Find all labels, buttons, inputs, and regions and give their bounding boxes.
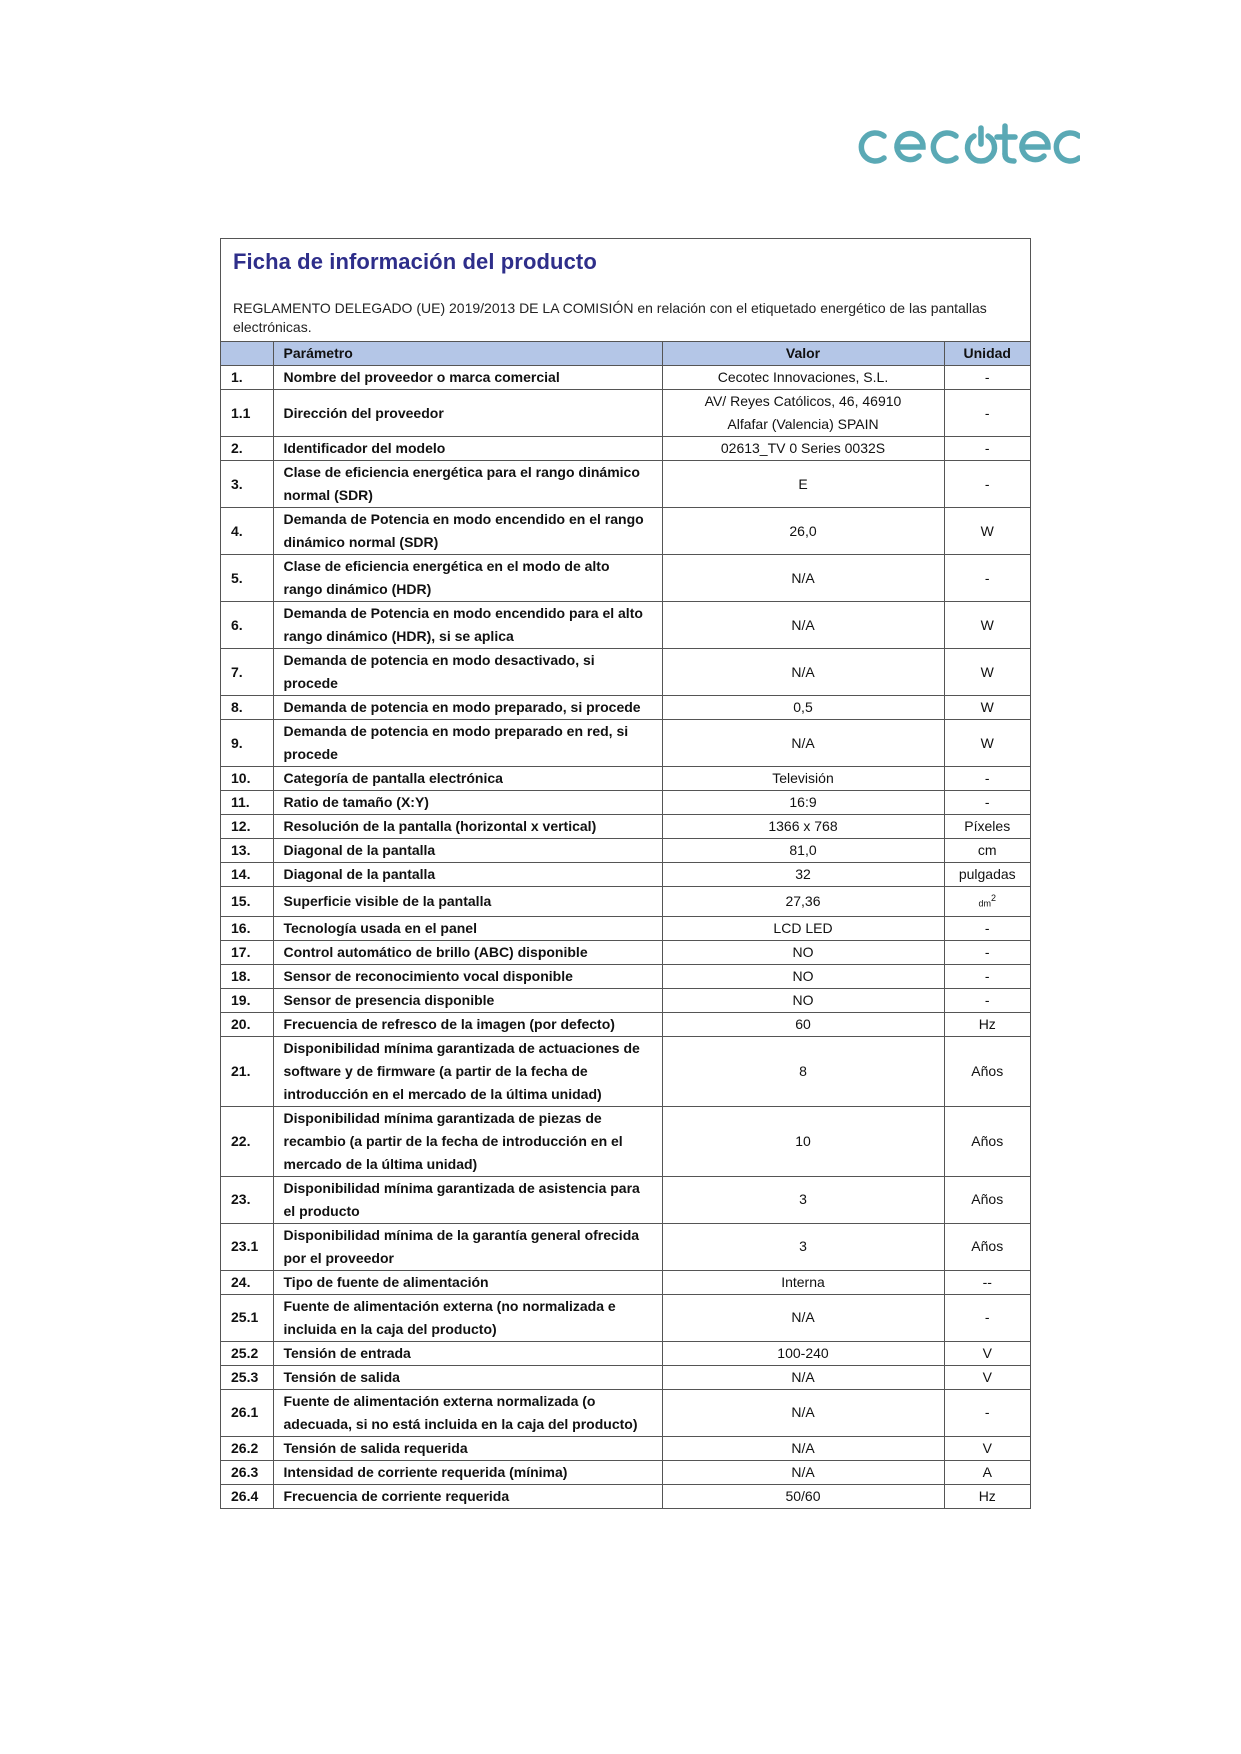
table-row [221, 916, 1030, 940]
row-parameter: Tensión de entrada [273, 1341, 662, 1365]
table-row [221, 1484, 1030, 1508]
row-value: Interna [662, 1270, 944, 1294]
row-value: NO [662, 940, 944, 964]
table-row [221, 1294, 1030, 1341]
row-number: 26.3 [221, 1460, 273, 1484]
table-row [221, 461, 1030, 508]
row-value: Televisión [662, 767, 944, 791]
row-parameter: Disponibilidad mínima garantizada de piezas de recambio (a partir de la fecha de introducción en el mercado de la última unidad) [273, 1106, 662, 1176]
row-parameter: Intensidad de corriente requerida (mínima) [273, 1460, 662, 1484]
row-unit: Años [944, 1176, 1030, 1223]
row-value: N/A [662, 555, 944, 602]
row-parameter: Categoría de pantalla electrónica [273, 767, 662, 791]
row-value: E [662, 461, 944, 508]
row-number: 24. [221, 1270, 273, 1294]
row-parameter: Demanda de potencia en modo desactivado, si procede [273, 649, 662, 696]
table-row [221, 863, 1030, 887]
table-row [221, 366, 1030, 390]
regulation-text: REGLAMENTO DELEGADO (UE) 2019/2013 DE LA COMISIÓN en relación con el etiquetado energético de las pantallas electrónicas. [233, 300, 987, 335]
row-number: 13. [221, 839, 273, 863]
table-row [221, 720, 1030, 767]
row-number: 16. [221, 916, 273, 940]
row-parameter: Clase de eficiencia energética para el rango dinámico normal (SDR) [273, 461, 662, 508]
product-info-sheet [220, 238, 1031, 1509]
row-parameter: Tecnología usada en el panel [273, 916, 662, 940]
row-value: 8 [662, 1036, 944, 1106]
row-unit: -- [944, 1270, 1030, 1294]
row-unit: - [944, 437, 1030, 461]
row-value: NO [662, 964, 944, 988]
table-row [221, 1270, 1030, 1294]
row-parameter: Diagonal de la pantalla [273, 863, 662, 887]
table-row [221, 1389, 1030, 1436]
row-number: 2. [221, 437, 273, 461]
row-parameter: Disponibilidad mínima garantizada de asistencia para el producto [273, 1176, 662, 1223]
row-number: 18. [221, 964, 273, 988]
row-parameter: Frecuencia de corriente requerida [273, 1484, 662, 1508]
row-value: 3 [662, 1223, 944, 1270]
row-parameter: Fuente de alimentación externa (no normalizada e incluida en la caja del producto) [273, 1294, 662, 1341]
row-value: 26,0 [662, 508, 944, 555]
table-row [221, 602, 1030, 649]
row-unit: - [944, 1294, 1030, 1341]
parameters-table [221, 341, 1030, 1509]
header-num [221, 342, 273, 366]
table-row [221, 390, 1030, 437]
table-row [221, 791, 1030, 815]
table-row [221, 1341, 1030, 1365]
row-number: 10. [221, 767, 273, 791]
table-row [221, 1436, 1030, 1460]
row-unit: Hz [944, 1012, 1030, 1036]
row-value: AV/ Reyes Católicos, 46, 46910 Alfafar (Valencia) SPAIN [662, 390, 944, 437]
table-row [221, 988, 1030, 1012]
row-unit: Píxeles [944, 815, 1030, 839]
row-unit: - [944, 964, 1030, 988]
row-number: 9. [221, 720, 273, 767]
row-number: 7. [221, 649, 273, 696]
table-body [221, 366, 1030, 1509]
row-parameter: Resolución de la pantalla (horizontal x vertical) [273, 815, 662, 839]
row-parameter: Sensor de presencia disponible [273, 988, 662, 1012]
row-value: 32 [662, 863, 944, 887]
row-number: 19. [221, 988, 273, 1012]
row-unit: W [944, 649, 1030, 696]
row-number: 25.2 [221, 1341, 273, 1365]
row-number: 6. [221, 602, 273, 649]
row-number: 26.1 [221, 1389, 273, 1436]
table-row [221, 508, 1030, 555]
row-parameter: Identificador del modelo [273, 437, 662, 461]
row-unit: $dm^2$ [944, 887, 1030, 917]
row-number: 3. [221, 461, 273, 508]
table-row [221, 1176, 1030, 1223]
table-row [221, 815, 1030, 839]
row-unit: W [944, 508, 1030, 555]
table-row [221, 1106, 1030, 1176]
row-value: 0,5 [662, 696, 944, 720]
row-value: N/A [662, 720, 944, 767]
row-unit: - [944, 555, 1030, 602]
table-row [221, 887, 1030, 917]
sheet-header [221, 239, 1030, 341]
row-number: 4. [221, 508, 273, 555]
row-value: 81,0 [662, 839, 944, 863]
table-row [221, 1460, 1030, 1484]
sheet-title: Ficha de información del producto [233, 249, 597, 274]
row-number: 26.4 [221, 1484, 273, 1508]
row-unit: W [944, 602, 1030, 649]
row-parameter: Tipo de fuente de alimentación [273, 1270, 662, 1294]
header-unit: Unidad [944, 342, 1030, 366]
table-row [221, 1036, 1030, 1106]
row-parameter: Demanda de Potencia en modo encendido en el rango dinámico normal (SDR) [273, 508, 662, 555]
table-row [221, 649, 1030, 696]
row-unit: W [944, 720, 1030, 767]
row-number: 17. [221, 940, 273, 964]
table-row [221, 964, 1030, 988]
cecotec-logo [850, 120, 1080, 170]
row-value: 60 [662, 1012, 944, 1036]
row-parameter: Diagonal de la pantalla [273, 839, 662, 863]
row-unit: pulgadas [944, 863, 1030, 887]
row-parameter: Demanda de potencia en modo preparado, si procede [273, 696, 662, 720]
row-number: 1.1 [221, 390, 273, 437]
row-value: N/A [662, 1365, 944, 1389]
row-number: 25.1 [221, 1294, 273, 1341]
row-number: 20. [221, 1012, 273, 1036]
table-row [221, 1223, 1030, 1270]
row-parameter: Superficie visible de la pantalla [273, 887, 662, 917]
row-number: 14. [221, 863, 273, 887]
row-unit: - [944, 988, 1030, 1012]
row-number: 26.2 [221, 1436, 273, 1460]
row-number: 23.1 [221, 1223, 273, 1270]
row-unit: Años [944, 1106, 1030, 1176]
row-unit: Años [944, 1223, 1030, 1270]
table-row [221, 1365, 1030, 1389]
table-row [221, 696, 1030, 720]
row-unit: - [944, 366, 1030, 390]
row-value: 02613_TV 0 Series 0032S [662, 437, 944, 461]
row-unit: - [944, 916, 1030, 940]
row-number: 11. [221, 791, 273, 815]
row-value: 3 [662, 1176, 944, 1223]
row-number: 15. [221, 887, 273, 917]
row-number: 25.3 [221, 1365, 273, 1389]
row-value: N/A [662, 649, 944, 696]
table-row [221, 555, 1030, 602]
row-unit: - [944, 461, 1030, 508]
row-unit: - [944, 390, 1030, 437]
row-unit: V [944, 1365, 1030, 1389]
row-parameter: Disponibilidad mínima de la garantía general ofrecida por el proveedor [273, 1223, 662, 1270]
row-unit: Hz [944, 1484, 1030, 1508]
row-parameter: Nombre del proveedor o marca comercial [273, 366, 662, 390]
row-number: 5. [221, 555, 273, 602]
row-value: LCD LED [662, 916, 944, 940]
row-value: 10 [662, 1106, 944, 1176]
row-unit: V [944, 1436, 1030, 1460]
row-number: 23. [221, 1176, 273, 1223]
row-parameter: Demanda de potencia en modo preparado en red, si procede [273, 720, 662, 767]
row-unit: - [944, 791, 1030, 815]
row-unit: Años [944, 1036, 1030, 1106]
row-parameter: Disponibilidad mínima garantizada de actuaciones de software y de firmware (a partir de la fecha de introducción en el mercado de la última unidad) [273, 1036, 662, 1106]
row-parameter: Dirección del proveedor [273, 390, 662, 437]
table-row [221, 940, 1030, 964]
row-parameter: Clase de eficiencia energética en el modo de alto rango dinámico (HDR) [273, 555, 662, 602]
row-value: N/A [662, 602, 944, 649]
row-number: 8. [221, 696, 273, 720]
row-value: 100-240 [662, 1341, 944, 1365]
row-value: 27,36 [662, 887, 944, 917]
row-value: N/A [662, 1294, 944, 1341]
header-value: Valor [662, 342, 944, 366]
cecotec-logo-icon [850, 120, 1080, 170]
header-param: Parámetro [273, 342, 662, 366]
row-parameter: Tensión de salida requerida [273, 1436, 662, 1460]
row-parameter: Sensor de reconocimiento vocal disponible [273, 964, 662, 988]
row-value: NO [662, 988, 944, 1012]
row-value: N/A [662, 1460, 944, 1484]
row-value: 16:9 [662, 791, 944, 815]
row-number: 22. [221, 1106, 273, 1176]
row-parameter: Control automático de brillo (ABC) disponible [273, 940, 662, 964]
row-value: 1366 x 768 [662, 815, 944, 839]
row-parameter: Demanda de Potencia en modo encendido para el alto rango dinámico (HDR), si se aplica [273, 602, 662, 649]
row-unit: W [944, 696, 1030, 720]
row-parameter: Frecuencia de refresco de la imagen (por defecto) [273, 1012, 662, 1036]
row-number: 1. [221, 366, 273, 390]
row-value: 50/60 [662, 1484, 944, 1508]
row-value: N/A [662, 1389, 944, 1436]
row-unit: - [944, 940, 1030, 964]
table-row [221, 1012, 1030, 1036]
table-row [221, 839, 1030, 863]
row-value: N/A [662, 1436, 944, 1460]
table-row [221, 437, 1030, 461]
row-unit: V [944, 1341, 1030, 1365]
row-number: 21. [221, 1036, 273, 1106]
table-header-row [221, 342, 1030, 366]
table-row [221, 767, 1030, 791]
row-number: 12. [221, 815, 273, 839]
row-parameter: Fuente de alimentación externa normalizada (o adecuada, si no está incluida en la caja del producto) [273, 1389, 662, 1436]
row-value: Cecotec Innovaciones, S.L. [662, 366, 944, 390]
row-unit: A [944, 1460, 1030, 1484]
row-unit: - [944, 1389, 1030, 1436]
row-parameter: Tensión de salida [273, 1365, 662, 1389]
row-parameter: Ratio de tamaño (X:Y) [273, 791, 662, 815]
row-unit: - [944, 767, 1030, 791]
row-unit: cm [944, 839, 1030, 863]
